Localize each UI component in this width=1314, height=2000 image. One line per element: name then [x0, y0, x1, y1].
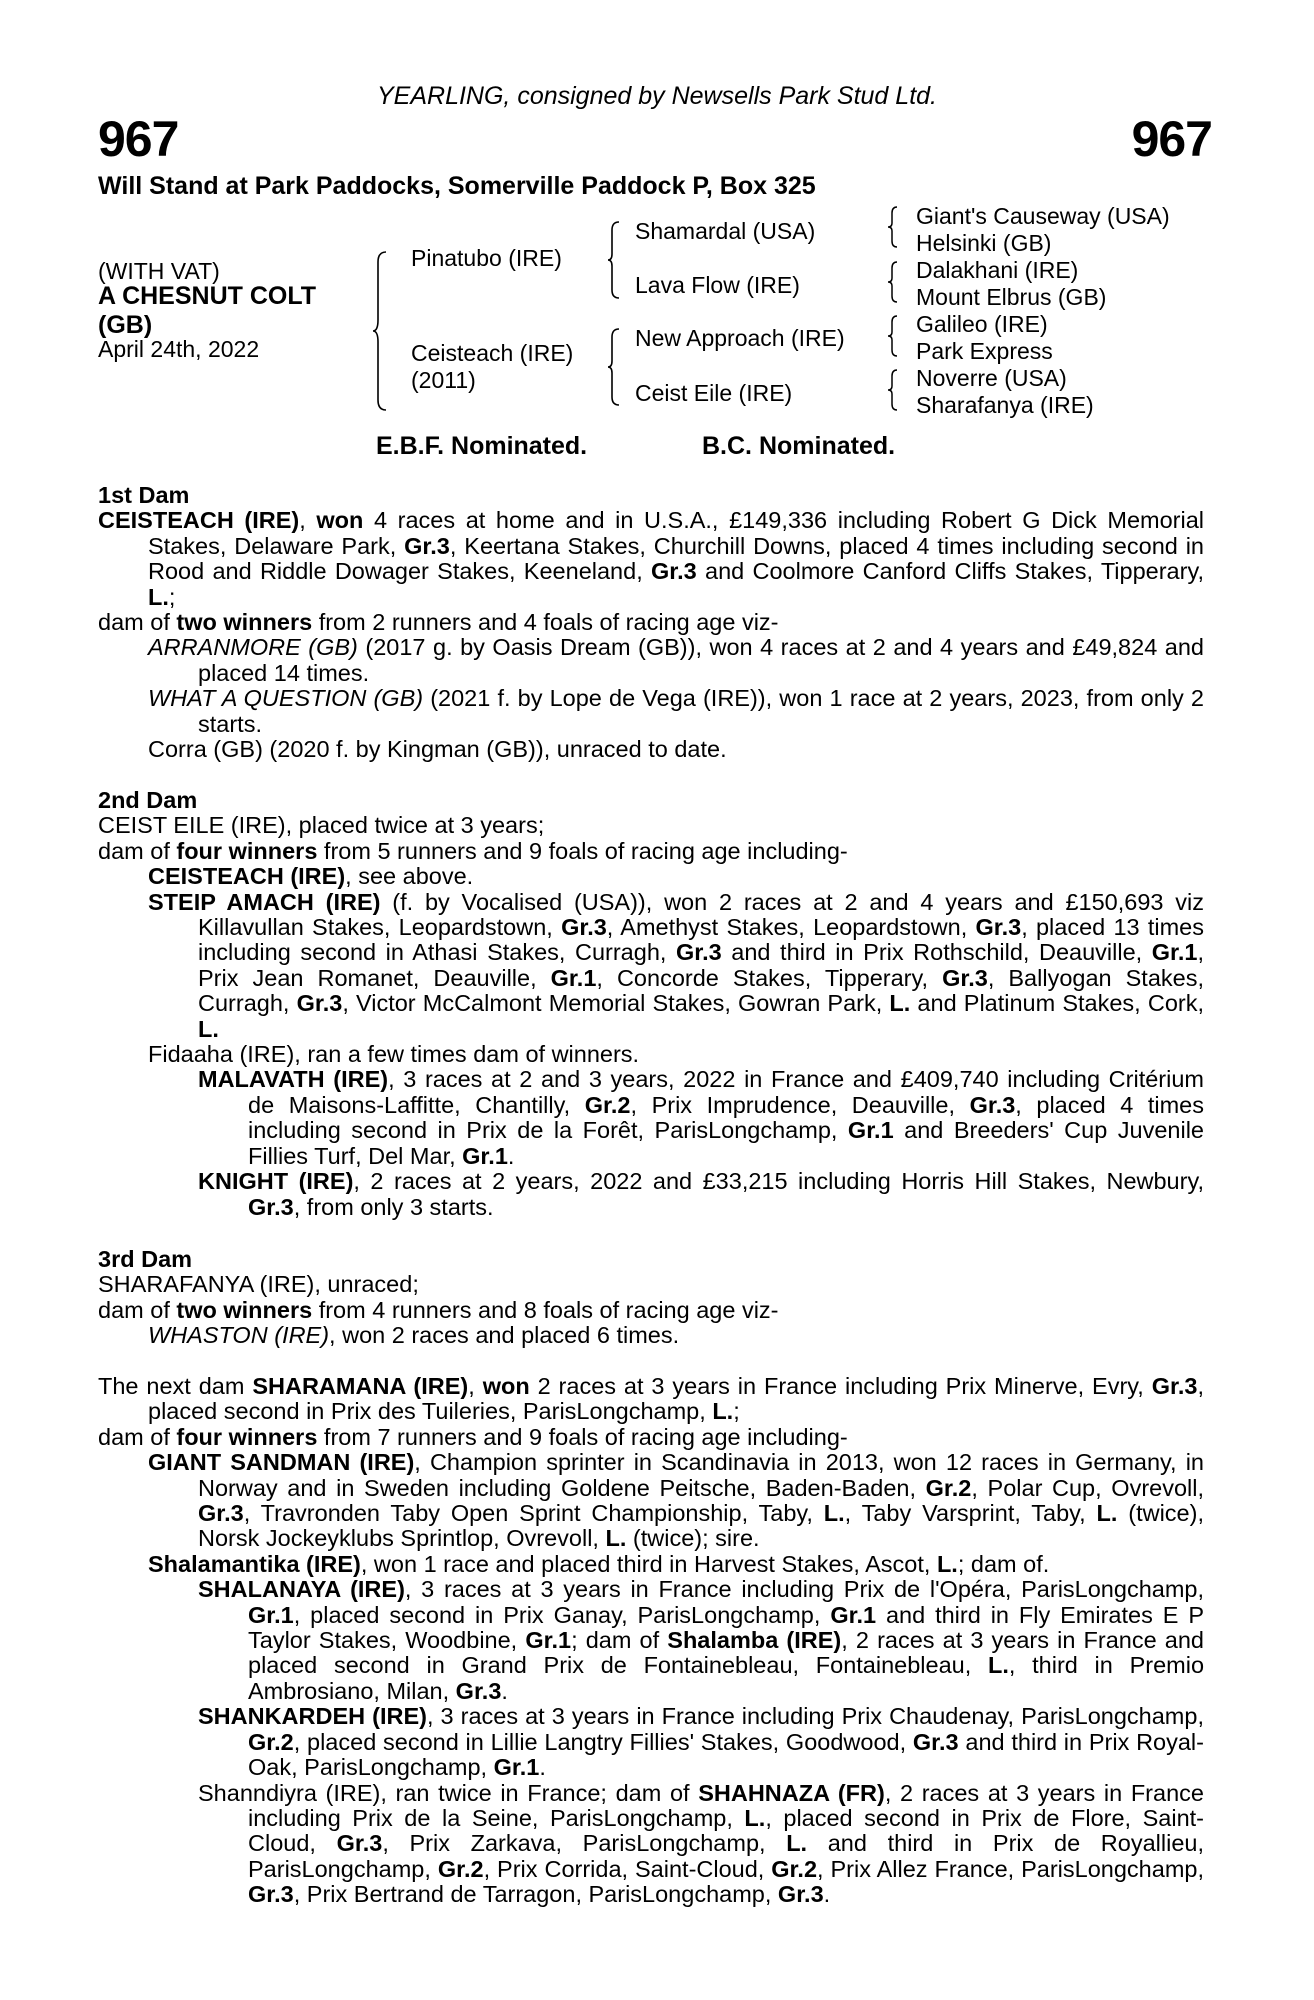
- first-dam-section: [98, 483, 1204, 762]
- second-dam-progeny-2: STEIP AMACH (IRE) (f. by Vocalised (USA)), won 2 races at 2 and 4 years and £150,693 viz Killavullan Stakes, Leopardstown, Gr.3, Amethyst Stakes, Leopardstown, Gr.3, placed 13 times including second in Athasi Stakes, Curragh, Gr.3 and third in Prix Rothschild, Deauville, Gr.1, Prix Jean Romanet, Deauville, Gr.1, Concorde Stakes, Tipperary, Gr.3, Ballyogan Stakes, Curragh, Gr.3, Victor McCalmont Memorial Stakes, Gowran Park, L. and Platinum Stakes, Cork, L.: [148, 888, 1204, 1042]
- next-dam-grandprogeny-shalanaya: SHALANAYA (IRE), 3 races at 3 years in France including Prix de l'Opéra, ParisLongchamp, Gr.1, placed second in Prix Ganay, ParisLongchamp, Gr.1 and third in Fly Emirates E P Taylor Stakes, Woodbine, Gr.1; dam of Shalamba (IRE), 2 races at 3 years in France and placed second in Grand Prix de Fontainebleau, Fontainebleau, L., third in Premio Ambrosiano, Milan, Gr.3.: [198, 1576, 1205, 1704]
- pedigree-g6: Park Express: [916, 338, 1053, 364]
- pedigree-g3: Dalakhani (IRE): [916, 257, 1079, 283]
- consignor-line: YEARLING, consigned by Newsells Park Stud Ltd.: [377, 82, 937, 110]
- second-dam-produce-summary: dam of four winners from 5 runners and 9 foals of racing age including-: [98, 837, 848, 864]
- pedigree-brace-sire: [607, 220, 621, 300]
- first-dam-record: CEISTEACH (IRE), won 4 races at home and in U.S.A., £149,336 including Robert G Dick Memorial Stakes, Delaware Park, Gr.3, Keertana Stakes, Churchill Downs, placed 4 times including second in Rood and Riddle Dowager Stakes, Keeneland, Gr.3 and Coolmore Canford Cliffs Stakes, Tipperary, L.;: [98, 507, 1205, 610]
- horse-description: [98, 282, 316, 340]
- pedigree-dam-dam: Ceist Eile (IRE): [635, 380, 793, 406]
- first-dam-heading: 1st Dam: [98, 482, 190, 508]
- foaling-date: April 24th, 2022: [98, 336, 260, 362]
- horse-description-line1: A CHESNUT COLT: [98, 282, 317, 310]
- pedigree-sire-sire: Shamardal (USA): [635, 218, 816, 244]
- pedigree-brace-main: [372, 250, 388, 412]
- pedigree-dam-year: (2011): [411, 367, 476, 393]
- first-dam-progeny-2: WHAT A QUESTION (GB) (2021 f. by Lope de Vega (IRE)), won 1 race at 2 years, 2023, from only 2 starts.: [148, 685, 1204, 737]
- pedigree-g2: Helsinki (GB): [916, 230, 1052, 256]
- third-dam-heading: 3rd Dam: [98, 1246, 193, 1272]
- second-dam-section: [98, 788, 1204, 1220]
- third-dam-produce-summary: dam of two winners from 4 runners and 8 foals of racing age viz-: [98, 1296, 779, 1323]
- pedigree-g5: Galileo (IRE): [916, 311, 1048, 337]
- next-dam-grandprogeny-shanndiyra: Shanndiyra (IRE), ran twice in France; dam of SHAHNAZA (FR), 2 races at 3 years in France including Prix de la Seine, ParisLongchamp, L., placed second in Prix de Flore, Saint-Cloud, Gr.3, Prix Zarkava, ParisLongchamp, L. and third in Prix de Royallieu, ParisLongchamp, Gr.2, Prix Corrida, Saint-Cloud, Gr.2, Prix Allez France, ParisLongchamp, Gr.3, Prix Bertrand de Tarragon, ParisLongchamp, Gr.3.: [198, 1779, 1204, 1908]
- second-dam-grandprogeny-1: MALAVATH (IRE), 3 races at 2 and 3 years, 2022 in France and £409,740 including Critérium de Maisons-Laffitte, Chantilly, Gr.2, Prix Imprudence, Deauville, Gr.3, placed 4 times including second in Prix de la Forêt, ParisLongchamp, Gr.1 and Breeders' Cup Juvenile Fillies Turf, Del Mar, Gr.1.: [198, 1066, 1204, 1169]
- pedigree-sire-dam: Lava Flow (IRE): [635, 272, 800, 298]
- second-dam-record: CEIST EILE (IRE), placed twice at 3 years;: [98, 812, 545, 839]
- horse-description-line2: (GB): [98, 311, 153, 339]
- second-dam-progeny-3: Fidaaha (IRE), ran a few times dam of winners.: [148, 1041, 640, 1068]
- pedigree-g4: Mount Elbrus (GB): [916, 284, 1107, 310]
- pedigree-brace-g1: [887, 205, 899, 249]
- first-dam-progeny-1: ARRANMORE (GB) (2017 g. by Oasis Dream (GB)), won 4 races at 2 and 4 years and £49,824 and placed 14 times.: [148, 634, 1204, 686]
- pedigree-dam-sire: New Approach (IRE): [635, 325, 845, 351]
- third-dam-record: SHARAFANYA (IRE), unraced;: [98, 1271, 419, 1298]
- next-dam-section: [98, 1374, 1204, 1908]
- pedigree-sire: Pinatubo (IRE): [411, 245, 562, 271]
- second-dam-progeny-1: CEISTEACH (IRE), see above.: [148, 863, 474, 890]
- next-dam-progeny-shalamantika: Shalamantika (IRE), won 1 race and placed third in Harvest Stakes, Ascot, L.; dam of.: [148, 1550, 1050, 1577]
- next-dam-produce-summary: dam of four winners from 7 runners and 9 foals of racing age including-: [98, 1423, 848, 1450]
- pedigree-g8: Sharafanya (IRE): [916, 392, 1094, 418]
- pedigree-dam: Ceisteach (IRE): [411, 340, 574, 366]
- pedigree-brace-g3: [887, 314, 899, 358]
- pedigree-brace-g4: [887, 368, 899, 412]
- next-dam-record: The next dam SHARAMANA (IRE), won 2 races at 3 years in France including Prix Minerve, Evry, Gr.3, placed second in Prix des Tuileries, ParisLongchamp, L.;: [98, 1373, 1205, 1425]
- second-dam-grandprogeny-2: KNIGHT (IRE), 2 races at 2 years, 2022 and £33,215 including Horris Hill Stakes, Newbury, Gr.3, from only 3 starts.: [198, 1168, 1204, 1220]
- first-dam-produce-summary: dam of two winners from 2 runners and 4 foals of racing age viz-: [98, 609, 779, 636]
- third-dam-section: [98, 1247, 1204, 1349]
- pedigree-g1: Giant's Causeway (USA): [916, 203, 1170, 229]
- lot-number-right: 967: [1131, 111, 1212, 167]
- next-dam-progeny-giant-sandman: GIANT SANDMAN (IRE), Champion sprinter in Scandinavia in 2013, won 12 races in Germany, in Norway and in Sweden including Goldene Peitsche, Baden-Baden, Gr.2, Polar Cup, Ovrevoll, Gr.3, Travronden Taby Open Sprint Championship, Taby, L., Taby Varsprint, Taby, L. (twice), Norsk Jockeyklubs Sprintlop, Ovrevoll, L. (twice); sire.: [148, 1449, 1204, 1552]
- pedigree-g7: Noverre (USA): [916, 365, 1067, 391]
- lot-number-left: 967: [98, 111, 179, 167]
- first-dam-progeny-3: Corra (GB) (2020 f. by Kingman (GB)), unraced to date.: [148, 736, 727, 763]
- second-dam-heading: 2nd Dam: [98, 787, 198, 813]
- pedigree-brace-dam: [607, 327, 621, 407]
- ebf-nominated: E.B.F. Nominated.: [376, 432, 588, 460]
- third-dam-progeny-1: WHASTON (IRE), won 2 races and placed 6 times.: [148, 1322, 680, 1349]
- bc-nominated: B.C. Nominated.: [702, 432, 896, 460]
- vat-note: (WITH VAT): [98, 258, 220, 284]
- next-dam-grandprogeny-shankardeh: SHANKARDEH (IRE), 3 races at 3 years in France including Prix Chaudenay, ParisLongchamp, Gr.2, placed second in Lillie Langtry Fillies' Stakes, Goodwood, Gr.3 and third in Prix Royal-Oak, ParisLongchamp, Gr.1.: [198, 1703, 1204, 1781]
- pedigree-brace-g2: [887, 260, 899, 304]
- stand-location: Will Stand at Park Paddocks, Somerville Paddock P, Box 325: [98, 172, 816, 200]
